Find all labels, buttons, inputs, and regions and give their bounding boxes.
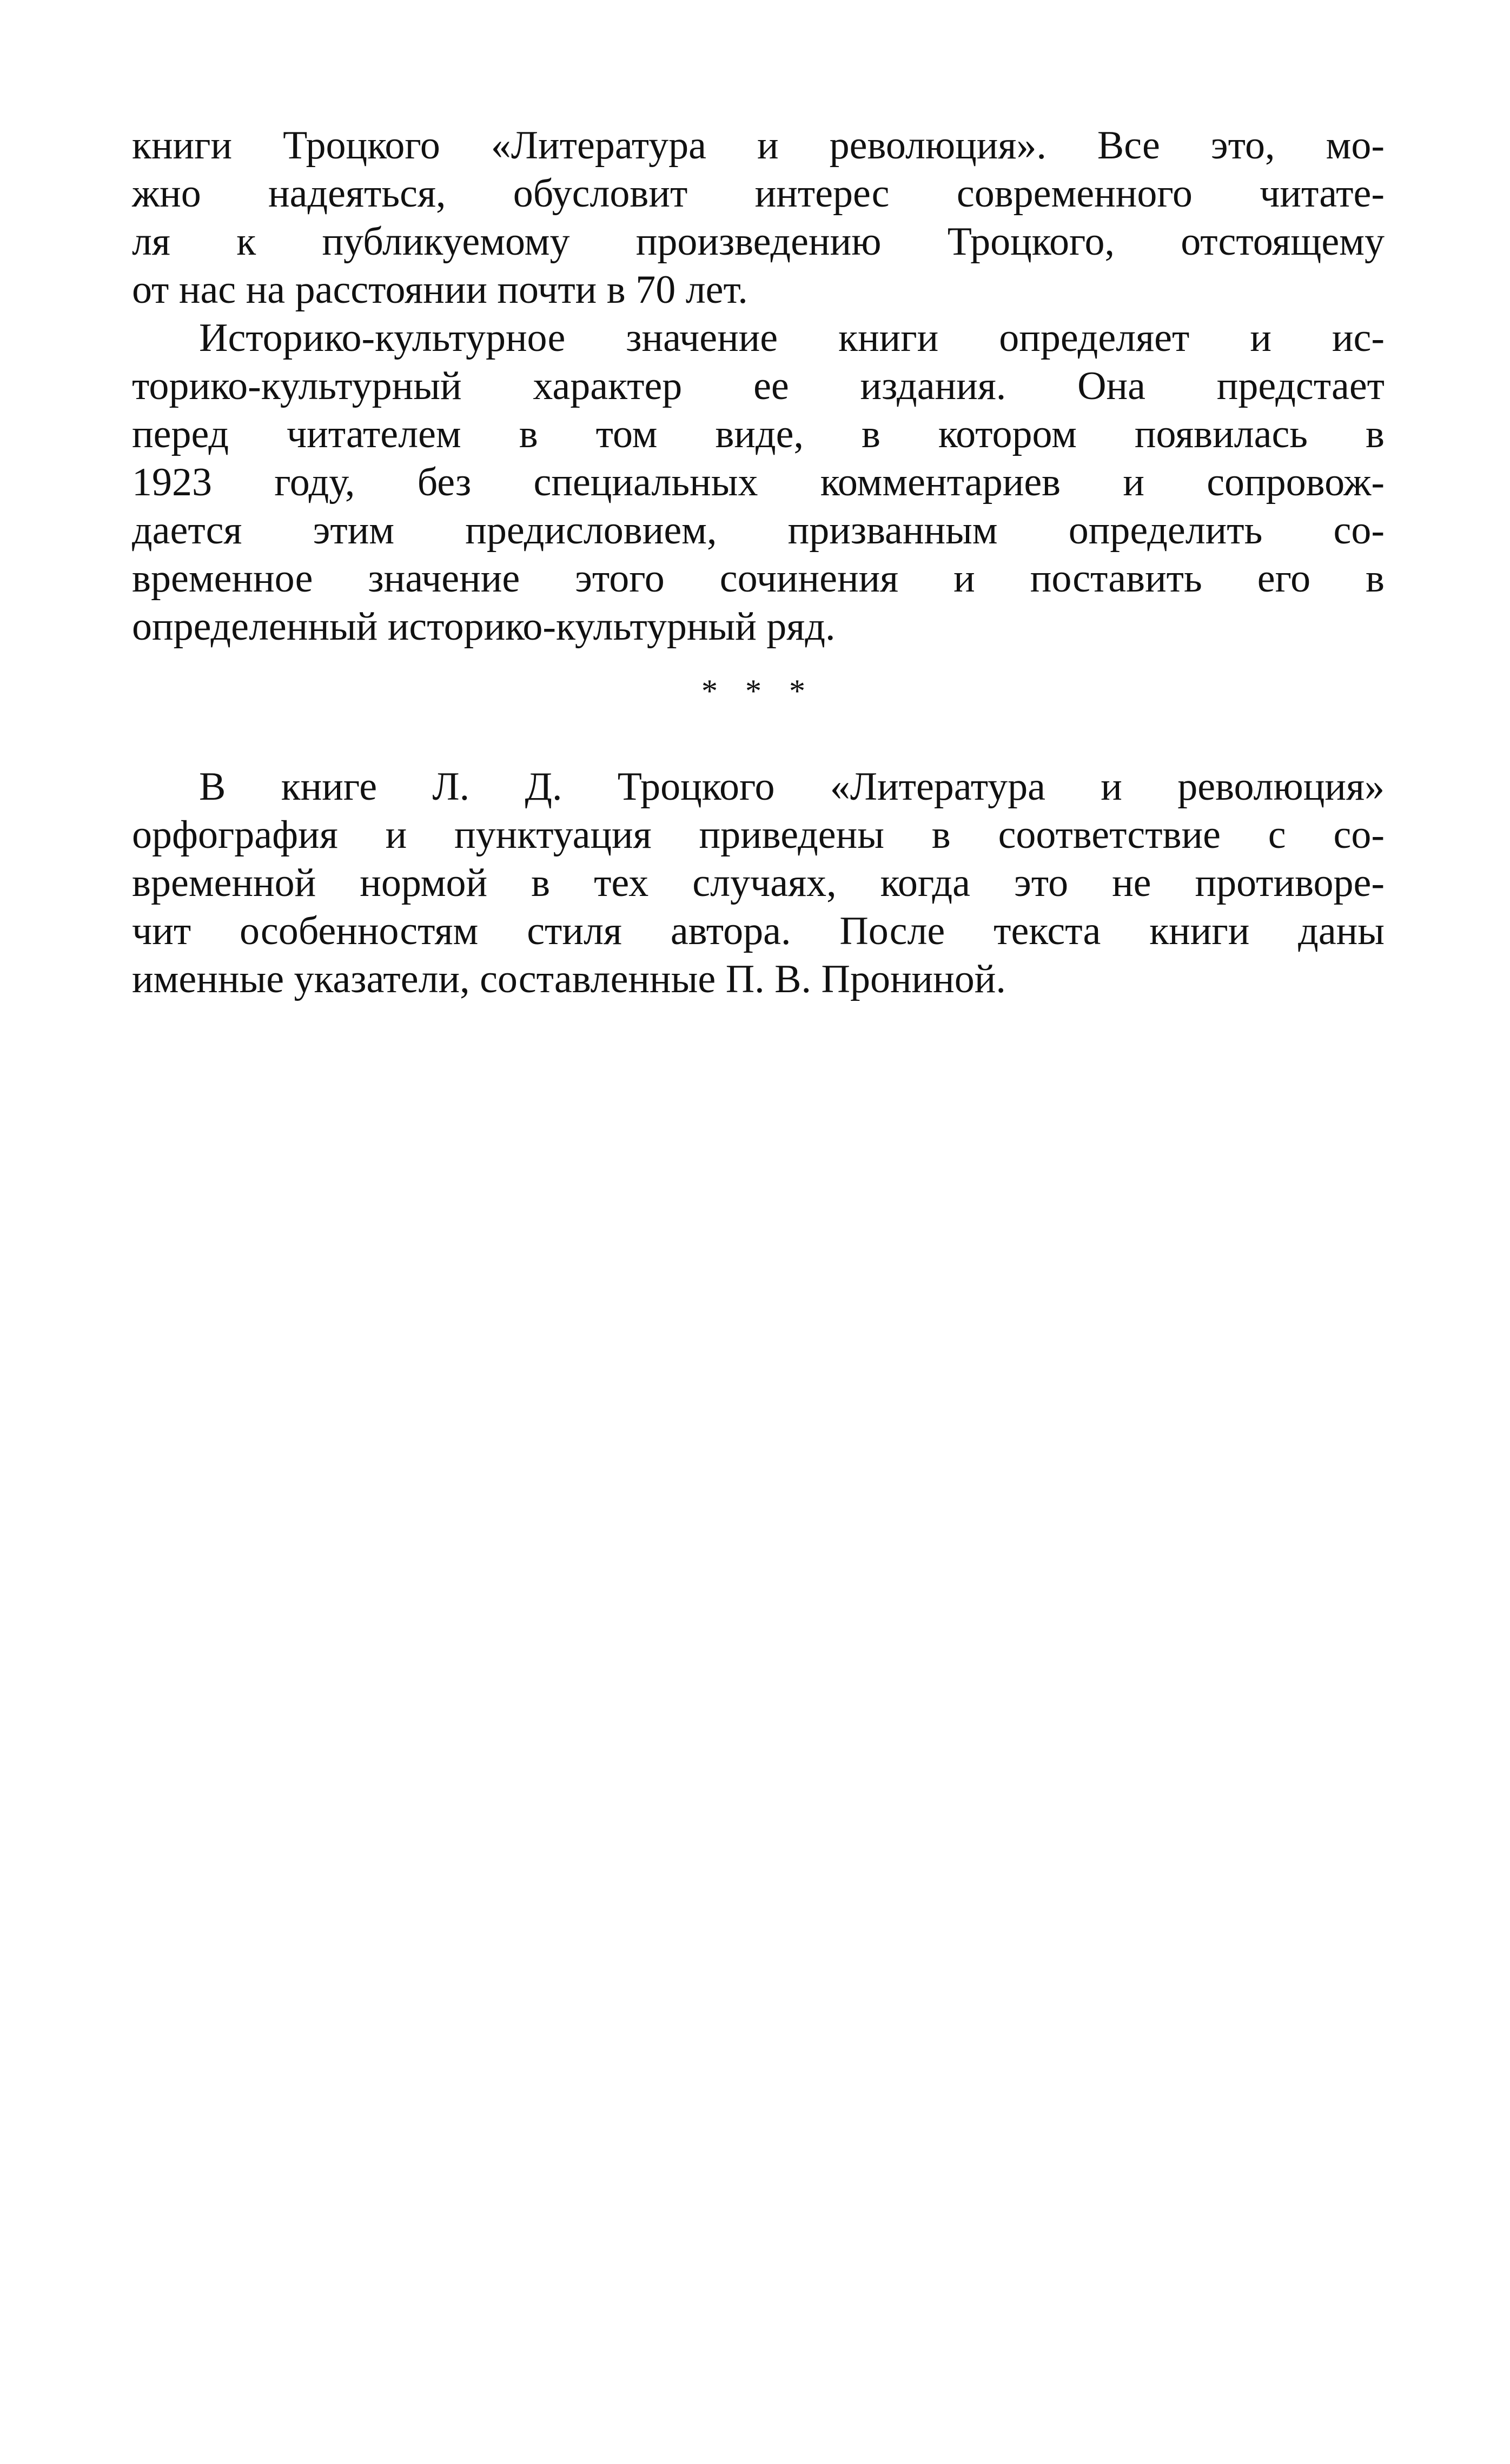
text-line: чит особенностям стиля автора. После текста книги даны [132,909,1385,953]
text-line: торико-культурный характер ее издания. Она предстает [132,364,1385,408]
text-line: от нас на расстоянии почти в 70 лет. [132,268,748,312]
text-line: временное значение этого сочинения и поставить его в [132,556,1385,601]
text-line: жно надеяться, обусловит интерес современного читате- [132,171,1385,216]
text-line: орфография и пунктуация приведены в соответствие с со- [132,813,1385,857]
text-line: определенный историко-культурный ряд. [132,605,836,649]
text-line: ля к публикуемому произведению Троцкого, отстоящему [132,220,1385,264]
text-line: временной нормой в тех случаях, когда это не противоре- [132,861,1385,905]
paragraph-continuation [132,122,1385,314]
editorial-note [132,763,1385,1004]
text-line: именные указатели, составленные П. В. Прониной. [132,957,1006,1001]
text-line: 1923 году, без специальных комментариев и сопровож- [132,460,1385,504]
document-text-block [132,122,1385,1004]
paragraph-historical-significance [132,314,1385,651]
text-line: В книге Л. Д. Троцкого «Литература и революция» [199,765,1385,809]
text-line: книги Троцкого «Литература и революция». Все это, мо- [132,123,1385,168]
section-separator: * * * [701,673,815,709]
text-line: Историко-культурное значение книги определяет и ис- [199,316,1385,360]
text-line: дается этим предисловием, призванным определить со- [132,508,1385,553]
text-line: перед читателем в том виде, в котором появилась в [132,412,1385,456]
